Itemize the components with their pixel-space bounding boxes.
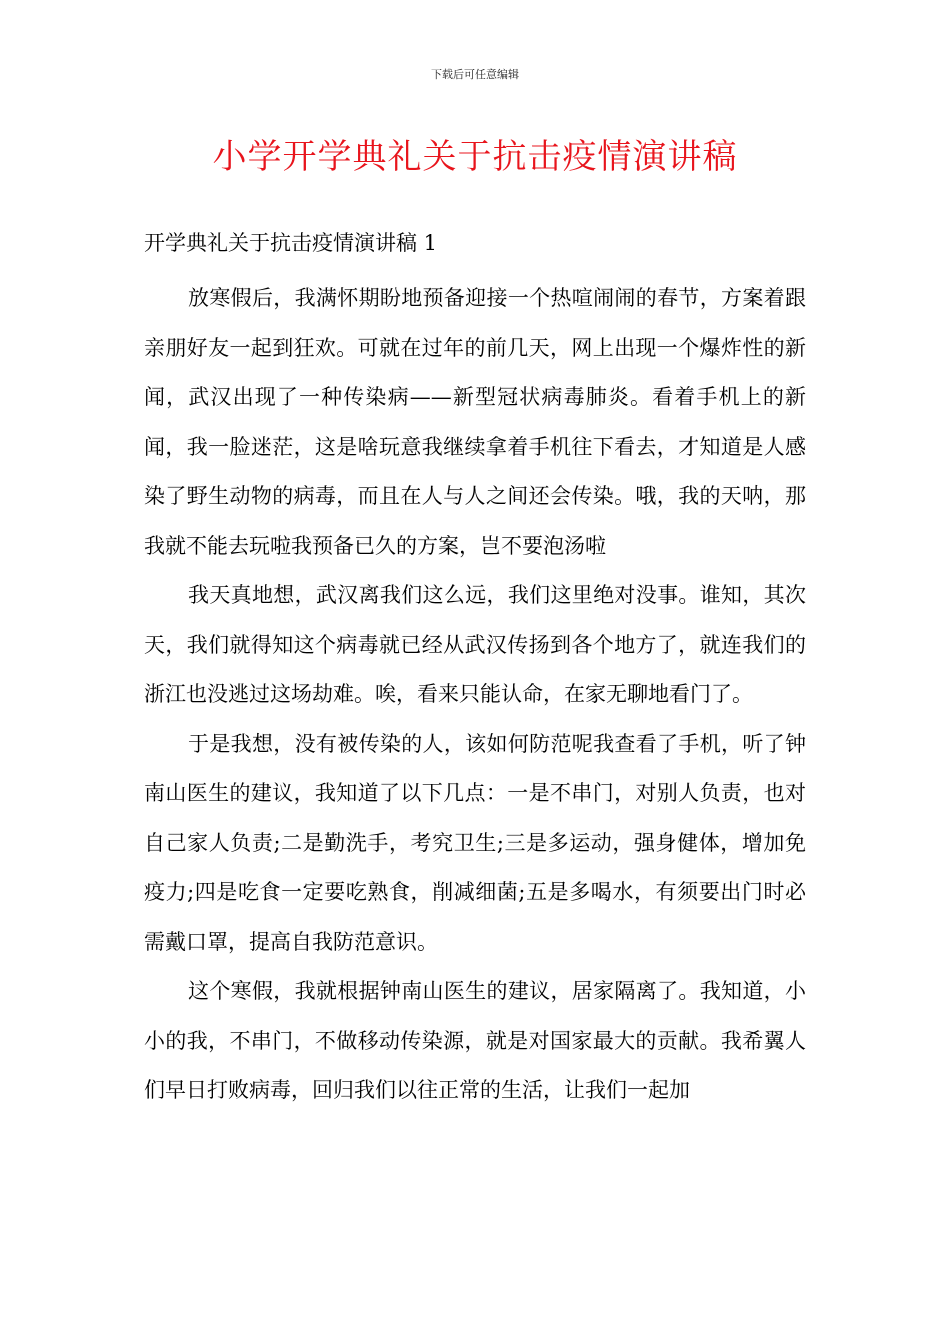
paragraph-4: 这个寒假，我就根据钟南山医生的建议，居家隔离了。我知道，小小的我，不串门，不做移动传染源，就是对国家最大的贡献。我希翼人们早日打败病毒，回归我们以往正常的生活，让我们一起加: [144, 979, 806, 1102]
section-heading: 开学典礼关于抗击疫情演讲稿 1: [144, 231, 438, 255]
paragraph-2: 我天真地想，武汉离我们这么远，我们这里绝对没事。谁知，其次天，我们就得知这个病毒就已经从武汉传扬到各个地方了，就连我们的浙江也没逃过这场劫难。唉，看来只能认命，在家无聊地看门了。: [144, 583, 806, 706]
paragraph-3: 于是我想，没有被传染的人，该如何防范呢我查看了手机，听了钟南山医生的建议，我知道了以下几点：一是不串门，对别人负责，也对自己家人负责;二是勤洗手，考究卫生;三是多运动，强身健体，增加免疫力;四是吃食一定要吃熟食，削减细菌;五是多喝水，有须要出门时必需戴口罩，提高自我防范意识。: [144, 731, 806, 954]
body-text: [144, 274, 806, 1116]
document-title: 小学开学典礼关于抗击疫情演讲稿: [212, 137, 738, 177]
paragraph-1: 放寒假后，我满怀期盼地预备迎接一个热喧闹闹的春节，方案着跟亲朋好友一起到狂欢。可就在过年的前几天，网上出现一个爆炸性的新闻，武汉出现了一种传染病——新型冠状病毒肺炎。看着手机上的新闻，我一脸迷茫，这是啥玩意我继续拿着手机往下看去，才知道是人感染了野生动物的病毒，而且在人与人之间还会传染。哦，我的天呐，那我就不能去玩啦我预备已久的方案，岂不要泡汤啦: [144, 286, 806, 558]
header-note: 下载后可任意编辑: [431, 68, 519, 81]
